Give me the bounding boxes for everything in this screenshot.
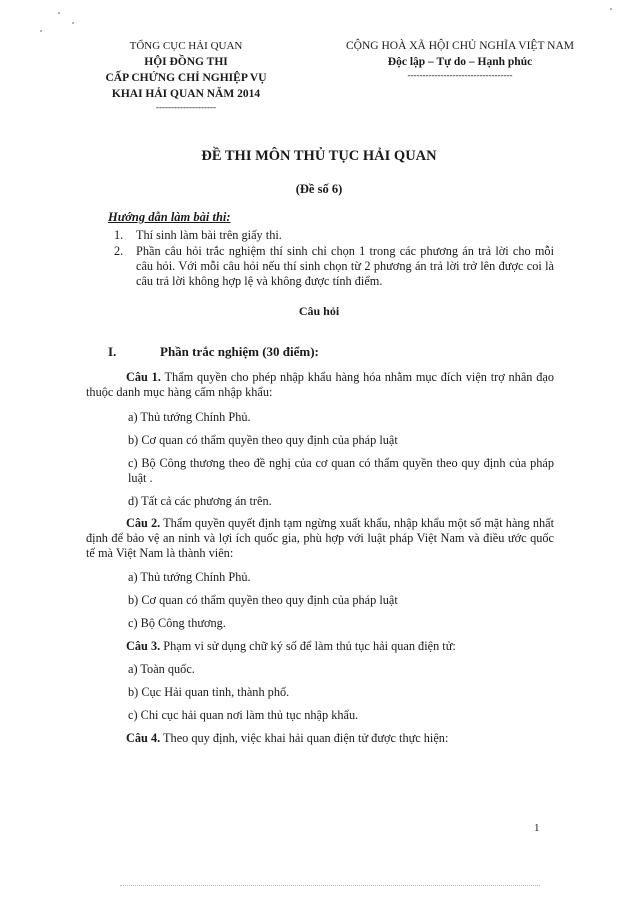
question-text: Thẩm quyền cho phép nhập khẩu hàng hóa nhằm mục đích viện trợ nhân đạo thuộc danh mục hàng cấm nhập khẩu: bbox=[86, 370, 554, 399]
guide-heading: Hướng dẫn làm bài thi: bbox=[108, 210, 231, 224]
section-title: Phần trắc nghiệm (30 điểm): bbox=[160, 344, 319, 359]
question-1-option bbox=[86, 456, 554, 486]
header-left-rule: -------------------- bbox=[156, 102, 216, 112]
header-left bbox=[70, 38, 302, 112]
question-2-option bbox=[86, 570, 554, 585]
section-roman: I. bbox=[108, 344, 117, 359]
question-1-option bbox=[86, 410, 554, 425]
option-c: c) Bộ Công thương theo đề nghị của cơ quan có thẩm quyền theo quy định của pháp luật . bbox=[128, 456, 554, 485]
question-text: Phạm vi sử dụng chữ ký số để làm thủ tục hải quan điện tử: bbox=[163, 639, 456, 653]
header-nation: CỘNG HOÀ XÃ HỘI CHỦ NGHĨA VIỆT NAM bbox=[346, 40, 574, 52]
question-label: Câu 3. bbox=[126, 639, 161, 653]
header-right-rule: ----------------------------------- bbox=[407, 70, 513, 80]
guide-item-number: 2. bbox=[114, 244, 124, 258]
option-c: c) Bộ Công thương. bbox=[128, 616, 226, 630]
question-label: Câu 4. bbox=[126, 731, 161, 745]
scan-edge-line bbox=[120, 885, 540, 886]
question-label: Câu 1. bbox=[126, 370, 161, 384]
question-text: Thẩm quyền quyết định tạm ngừng xuất khẩu, nhập khẩu một số mặt hàng nhất định để bảo vệ an ninh và lợi ích quốc gia, phù hợp với luật pháp Việt Nam và điều ước quốc tế mà Việt Nam là thành viên: bbox=[86, 516, 554, 560]
guide-item bbox=[114, 228, 554, 243]
header-council: HỘI ĐỒNG THI bbox=[144, 56, 228, 68]
header-cert: CẤP CHỨNG CHỈ NGHIỆP VỤ bbox=[105, 72, 267, 84]
guide-item-text: Thí sinh làm bài trên giấy thi. bbox=[136, 228, 282, 242]
option-b: b) Cục Hải quan tỉnh, thành phố. bbox=[128, 685, 290, 699]
question-2-option bbox=[86, 616, 554, 631]
question-3-option bbox=[86, 685, 554, 700]
exam-title: ĐỀ THI MÔN THỦ TỤC HẢI QUAN bbox=[201, 148, 437, 164]
header-motto: Độc lập – Tự do – Hạnh phúc bbox=[387, 56, 533, 68]
page-number: 1 bbox=[534, 822, 540, 834]
scan-speck bbox=[40, 30, 42, 32]
option-a: a) Toàn quốc. bbox=[128, 662, 195, 676]
question-2 bbox=[86, 516, 554, 561]
question-4 bbox=[86, 731, 554, 746]
question-3-option bbox=[86, 708, 554, 723]
questions-heading: Câu hỏi bbox=[298, 304, 340, 318]
header-right bbox=[310, 38, 610, 80]
question-text: Theo quy định, việc khai hải quan điện tử được thực hiện: bbox=[163, 731, 449, 745]
option-a: a) Thủ tướng Chính Phủ. bbox=[128, 410, 251, 424]
exam-subtitle: (Đề số 6) bbox=[295, 182, 343, 196]
guide-list bbox=[114, 228, 554, 290]
question-1 bbox=[86, 370, 554, 400]
scan-speck bbox=[58, 12, 60, 14]
guide-item-text: Phần câu hỏi trắc nghiệm thí sinh chỉ chọn 1 trong các phương án trả lời cho mỗi câu hỏi. Với mỗi câu hỏi nếu thí sinh chọn từ 2 phương án trả lời trở lên được coi là câu trả lời không hợp lệ và không được tính điểm. bbox=[136, 244, 554, 288]
option-d: d) Tất cả các phương án trên. bbox=[128, 494, 272, 508]
question-3 bbox=[86, 639, 554, 654]
scan-speck bbox=[610, 8, 612, 10]
option-b: b) Cơ quan có thẩm quyền theo quy định của pháp luật bbox=[128, 593, 398, 607]
question-2-option bbox=[86, 593, 554, 608]
header-org: TỔNG CỤC HẢI QUAN bbox=[129, 40, 243, 52]
guide-item-number: 1. bbox=[114, 228, 124, 242]
scan-speck bbox=[72, 22, 74, 24]
header-year: KHAI HẢI QUAN NĂM 2014 bbox=[111, 88, 261, 100]
option-b: b) Cơ quan có thẩm quyền theo quy định của pháp luật bbox=[128, 433, 398, 447]
question-label: Câu 2. bbox=[126, 516, 161, 530]
question-1-option bbox=[86, 494, 554, 509]
guide-item bbox=[114, 244, 554, 289]
option-c: c) Chi cục hải quan nơi làm thủ tục nhập khẩu. bbox=[128, 708, 359, 722]
section-heading bbox=[108, 344, 319, 360]
option-a: a) Thủ tướng Chính Phủ. bbox=[128, 570, 251, 584]
question-1-option bbox=[86, 433, 554, 448]
question-3-option bbox=[86, 662, 554, 677]
